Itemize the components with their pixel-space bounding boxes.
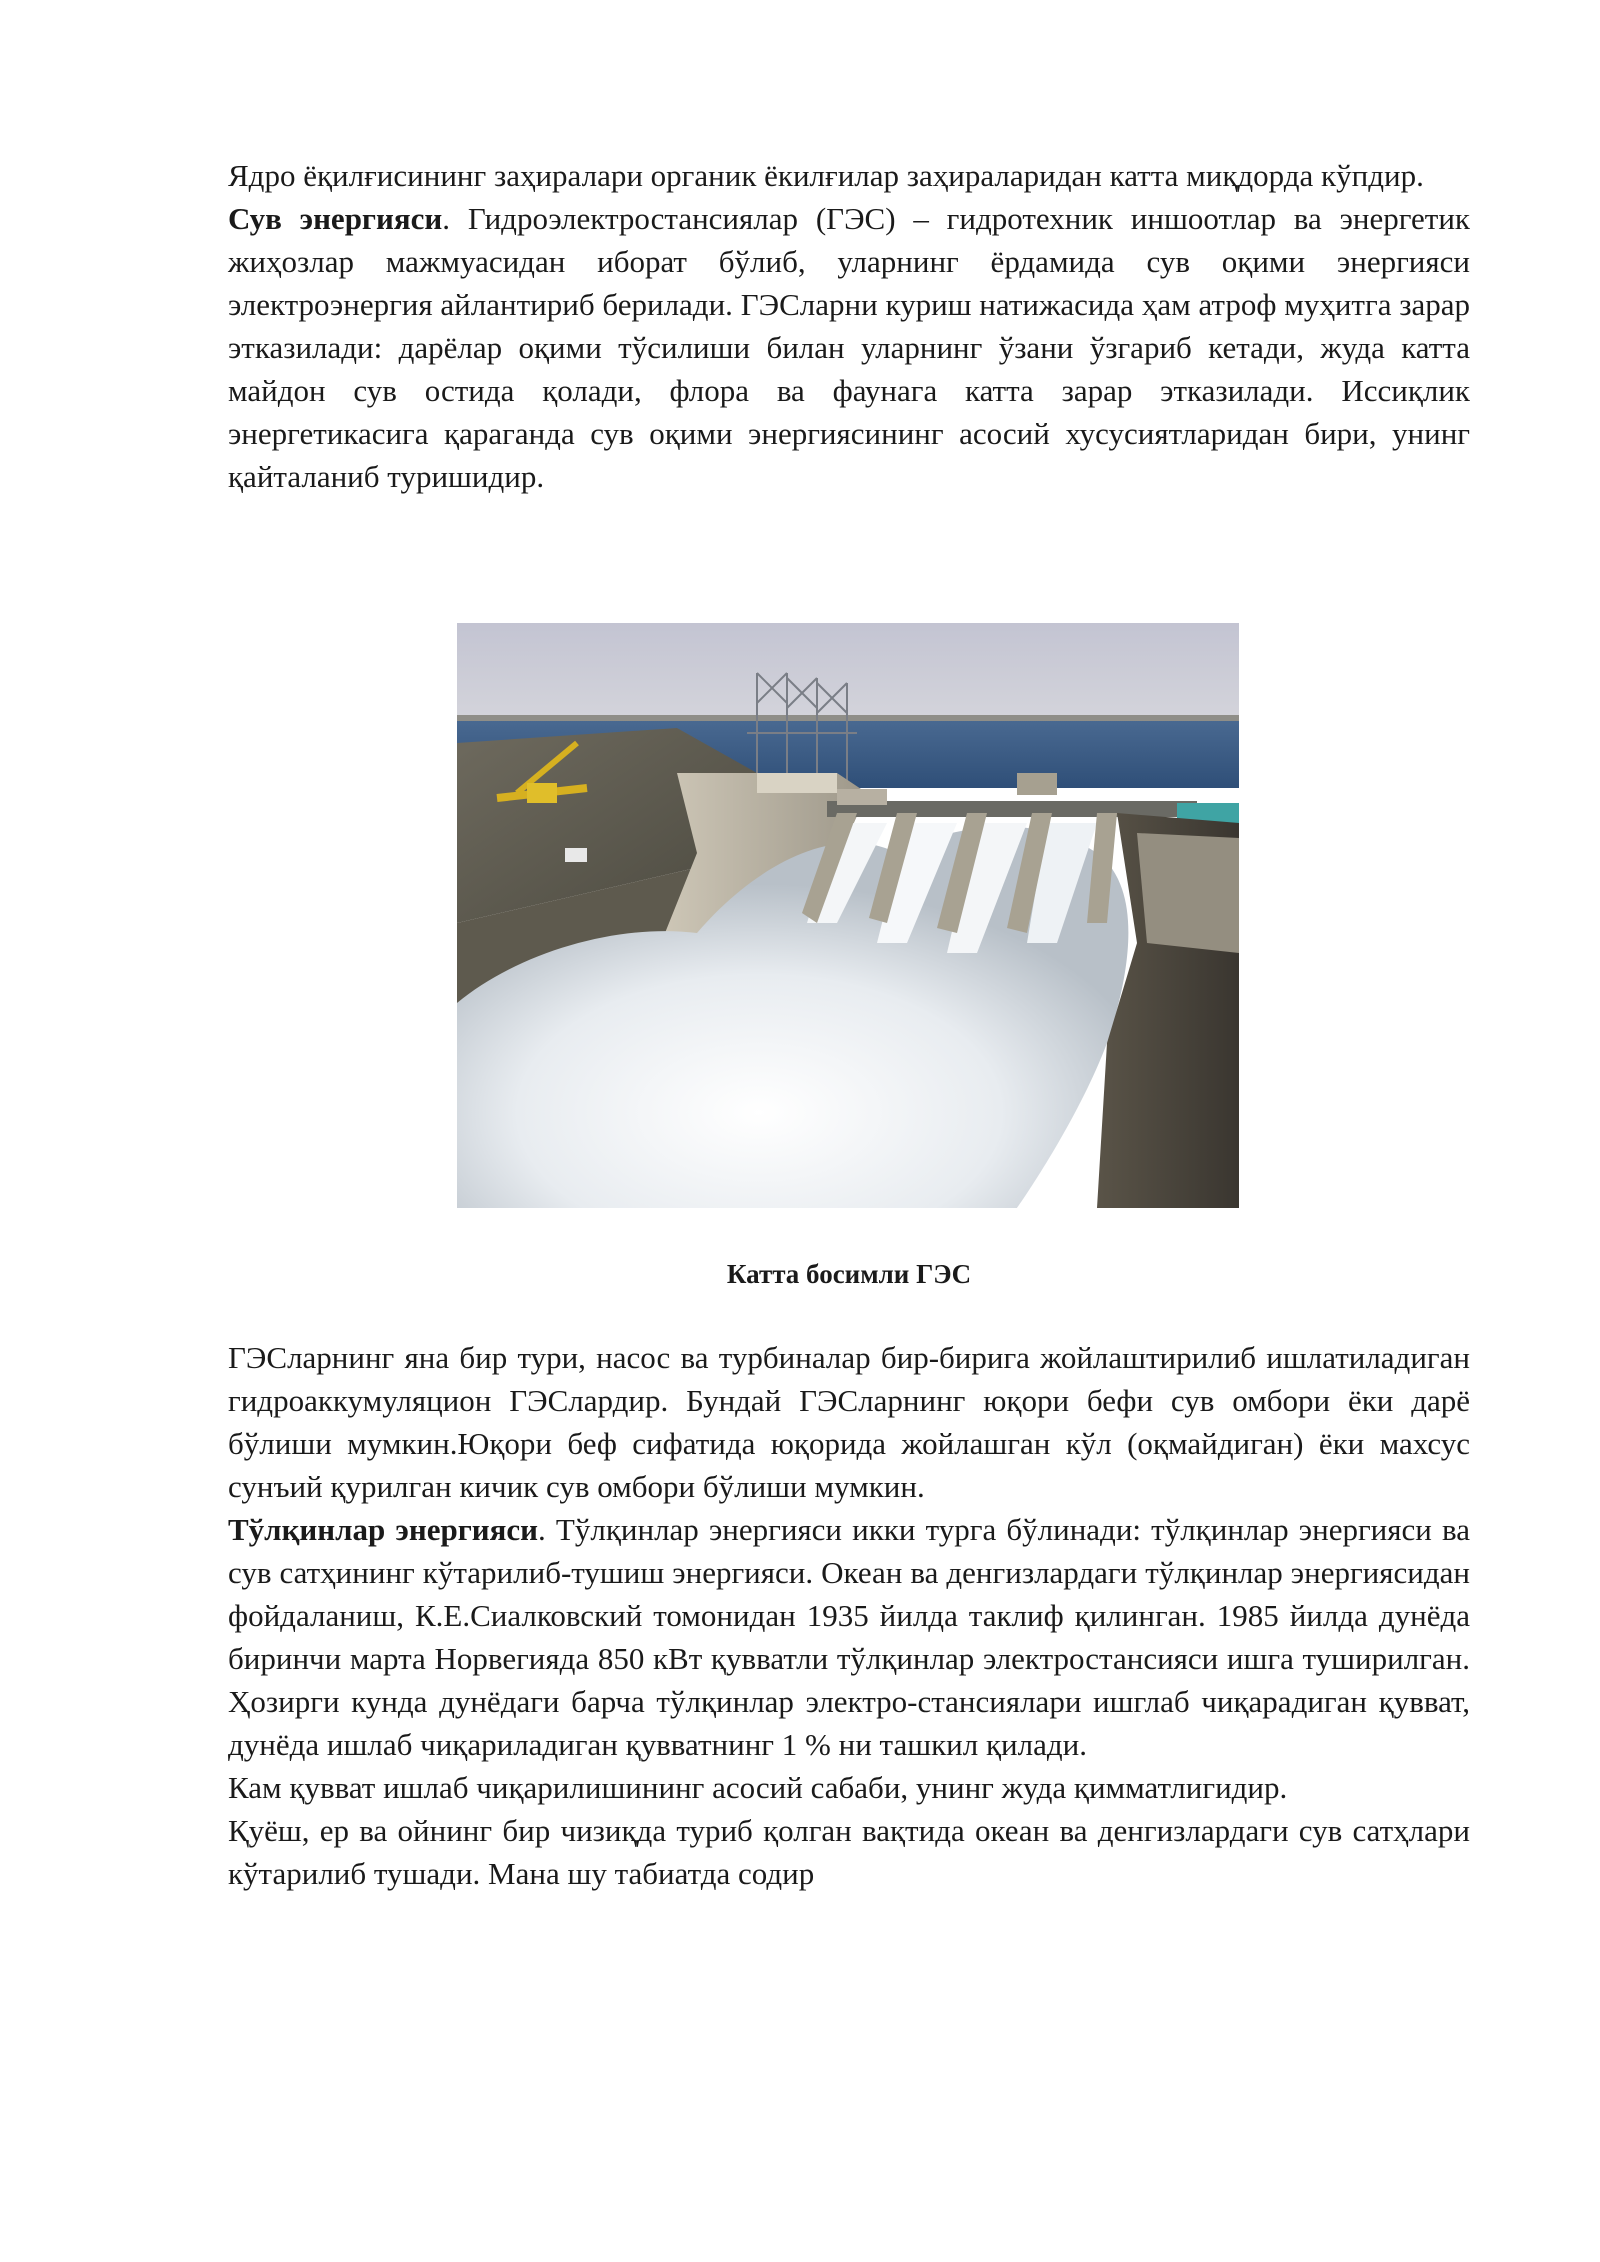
paragraph-nuclear-reserves (228, 154, 1470, 197)
dam-illustration (457, 623, 1239, 1208)
paragraph-body: . Гидроэлектростансиялар (ГЭС) – гидротехник иншоотлар ва энергетик жиҳозлар мажмуасидан иборат бўлиб, уларнинг ёрдамида сув оқими энергияси электроэнергия айлантириб берилади. ГЭСларни куриш натижасида ҳам атроф муҳитга зарар этказилади: дарёлар оқими тўсилиши билан уларнинг ўзани ўзгариб кетади, жуда катта майдон сув остида қолади, флора ва фаунага катта зарар этказилади. Иссиқлик энергетикасига қараганда сув оқими энергиясининг асосий хусусиятларидан бири, унинг қайталаниб туришидир. (228, 201, 1470, 494)
paragraph-water-energy (228, 197, 1470, 498)
paragraph-body: Ядро ёқилғисининг заҳиралари органик ёкилғилар заҳираларидан катта миқдорда кўпдир. (228, 158, 1424, 193)
text-block-top (228, 154, 1470, 498)
paragraph-pumped-storage (228, 1336, 1470, 1508)
paragraph-body: Кам қувват ишлаб чиқарилишининг асосий сабаби, унинг жуда қимматлигидир. (228, 1770, 1288, 1805)
hydroelectric-dam-photo (457, 623, 1239, 1208)
paragraph-body: ГЭСларнинг яна бир тури, насос ва турбиналар бир-бирига жойлаштирилиб ишлатиладиган гидроаккумуляцион ГЭСлардир. Бундай ГЭСларнинг юқори бефи сув омбори ёки дарё бўлиши мумкин.Юқори беф сифатида юқорида жойлашган кўл (оқмайдиган) ёки махсус сунъий қурилган кичик сув омбори бўлиши мумкин. (228, 1340, 1470, 1504)
truck-icon (565, 848, 587, 862)
paragraph-tides (228, 1809, 1470, 1895)
paragraph-heading-wave-energy: Тўлқинлар энергияси (228, 1512, 539, 1547)
paragraph-low-output (228, 1766, 1470, 1809)
paragraph-wave-energy (228, 1508, 1470, 1766)
text-block-bottom (228, 1336, 1470, 1895)
paragraph-body: Қуёш, ер ва ойнинг бир чизиқда туриб қолган вақтида океан ва денгизлардаги сув сатҳлари кўтарилиб тушади. Мана шу табиатда содир (228, 1813, 1470, 1891)
paragraph-heading-water-energy: Сув энергияси (228, 201, 443, 236)
figure-caption: Катта босимли ГЭС (726, 1259, 972, 1289)
paragraph-body: . Тўлқинлар энергияси икки турга бўлинади: тўлқинлар энергияси ва сув сатҳининг кўтарилиб-тушиш энергияси. Океан ва денгизлардаги тўлқинлар энергиясидан фойдаланиш, К.Е.Сиалковский томонидан 1935 йилда таклиф қилинган. 1985 йилда дунёда биринчи марта Норвегияда 850 кВт қувватли тўлқинлар электростансияси ишга туширилган. Ҳозирги кунда дунёдаги барча тўлқинлар электро-стансиялари ишглаб чиқарадиган қувват, дунёда ишлаб чиқариладиган қувватнинг 1 % ни ташкил қилади. (228, 1512, 1471, 1762)
